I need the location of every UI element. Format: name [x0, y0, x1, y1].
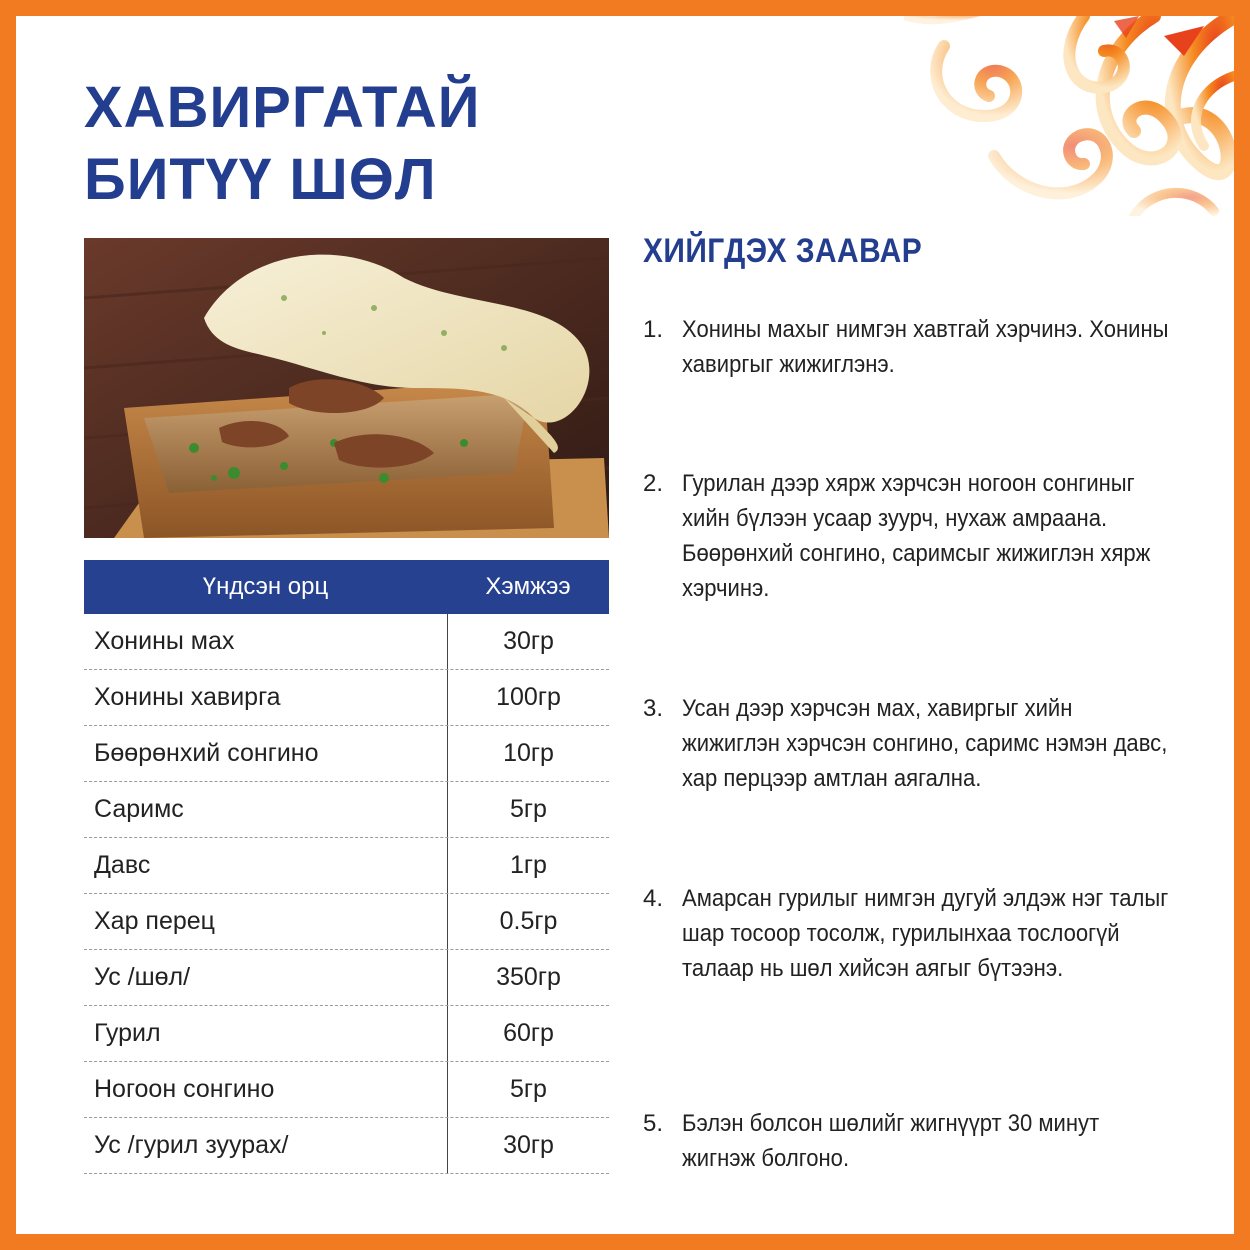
step-number: 5. — [643, 1110, 664, 1137]
instruction-step — [643, 881, 1223, 986]
step-number: 4. — [643, 885, 664, 912]
title-line-2: БИТҮҮ ШӨЛ — [84, 147, 437, 212]
ingredient-name: Ус /гурил зуурах/ — [84, 1118, 448, 1173]
instruction-step — [643, 1106, 1223, 1176]
ingredient-amount: 60гр — [503, 1019, 554, 1047]
table-row — [84, 1118, 609, 1174]
step-text: Гурилан дээр хярж хэрчсэн ногоон сонгиныг хийн бүлээн усаар зуурч, нухаж амраана. Бөөрөнхий сонгино, саримсыг жижиглэн хярж хэрчинэ. — [681, 470, 1151, 602]
step-text: Бэлэн болсон шөлийг жигнүүрт 30 минут жигнэж болгоно. — [681, 1110, 1100, 1172]
table-row — [84, 894, 609, 950]
instruction-step — [643, 691, 1223, 796]
ingredient-name: Ногоон сонгино — [84, 1062, 448, 1117]
title-line-1: ХАВИРГАТАЙ — [84, 75, 481, 140]
ingredient-amount: 100гр — [496, 683, 561, 711]
ingredient-name: Хар перец — [84, 894, 448, 949]
amount-column-header: Хэмжээ — [485, 573, 571, 600]
table-row — [84, 1062, 609, 1118]
table-row — [84, 950, 609, 1006]
ingredient-name: Хонины мах — [84, 614, 448, 669]
instruction-step — [643, 312, 1223, 382]
step-text: Амарсан гурилыг нимгэн дугуй элдэж нэг талыг шар тосоор тосолж, гурилынхаа тослоогүй талаар нь шөл хийсэн аягыг бүтээнэ. — [681, 885, 1169, 982]
step-number: 1. — [643, 316, 664, 343]
ingredient-amount: 5гр — [510, 795, 547, 823]
table-row — [84, 670, 609, 726]
ingredient-amount: 1гр — [510, 851, 547, 879]
ingredient-amount: 10гр — [503, 739, 554, 767]
step-number: 2. — [643, 470, 664, 497]
ingredient-column-header: Үндсэн орц — [202, 573, 329, 600]
step-text: Усан дээр хэрчсэн мах, хавиргыг хийн жижиглэн хэрчсэн сонгино, саримс нэмэн давс, хар перцээр амтлан аягална. — [681, 695, 1168, 792]
instruction-step — [643, 466, 1223, 606]
ingredient-name: Бөөрөнхий сонгино — [84, 726, 448, 781]
ingredient-amount: 30гр — [503, 627, 554, 655]
step-text: Хонины махыг нимгэн хавтгай хэрчинэ. Хонины хавиргыг жижиглэнэ. — [681, 316, 1169, 378]
step-number: 3. — [643, 695, 664, 722]
ingredient-amount: 5гр — [510, 1075, 547, 1103]
ingredients-table — [84, 560, 609, 1174]
table-row — [84, 782, 609, 838]
soup-photo — [84, 238, 609, 538]
ingredient-name: Хонины хавирга — [84, 670, 448, 725]
table-row — [84, 1006, 609, 1062]
ingredient-amount: 0.5гр — [499, 907, 558, 935]
ingredient-name: Давс — [84, 838, 448, 893]
table-row — [84, 614, 609, 670]
ingredient-name: Саримс — [84, 782, 448, 837]
swirl-ornament-icon — [904, 16, 1234, 216]
ingredient-amount: 30гр — [503, 1131, 554, 1159]
instructions-heading: ХИЙГДЭХ ЗААВАР — [643, 232, 923, 270]
ingredient-name: Гурил — [84, 1006, 448, 1061]
table-row — [84, 726, 609, 782]
ingredient-amount: 350гр — [496, 963, 561, 991]
recipe-title — [84, 72, 480, 216]
table-header — [84, 560, 609, 614]
table-row — [84, 838, 609, 894]
ingredient-name: Ус /шөл/ — [84, 950, 448, 1005]
